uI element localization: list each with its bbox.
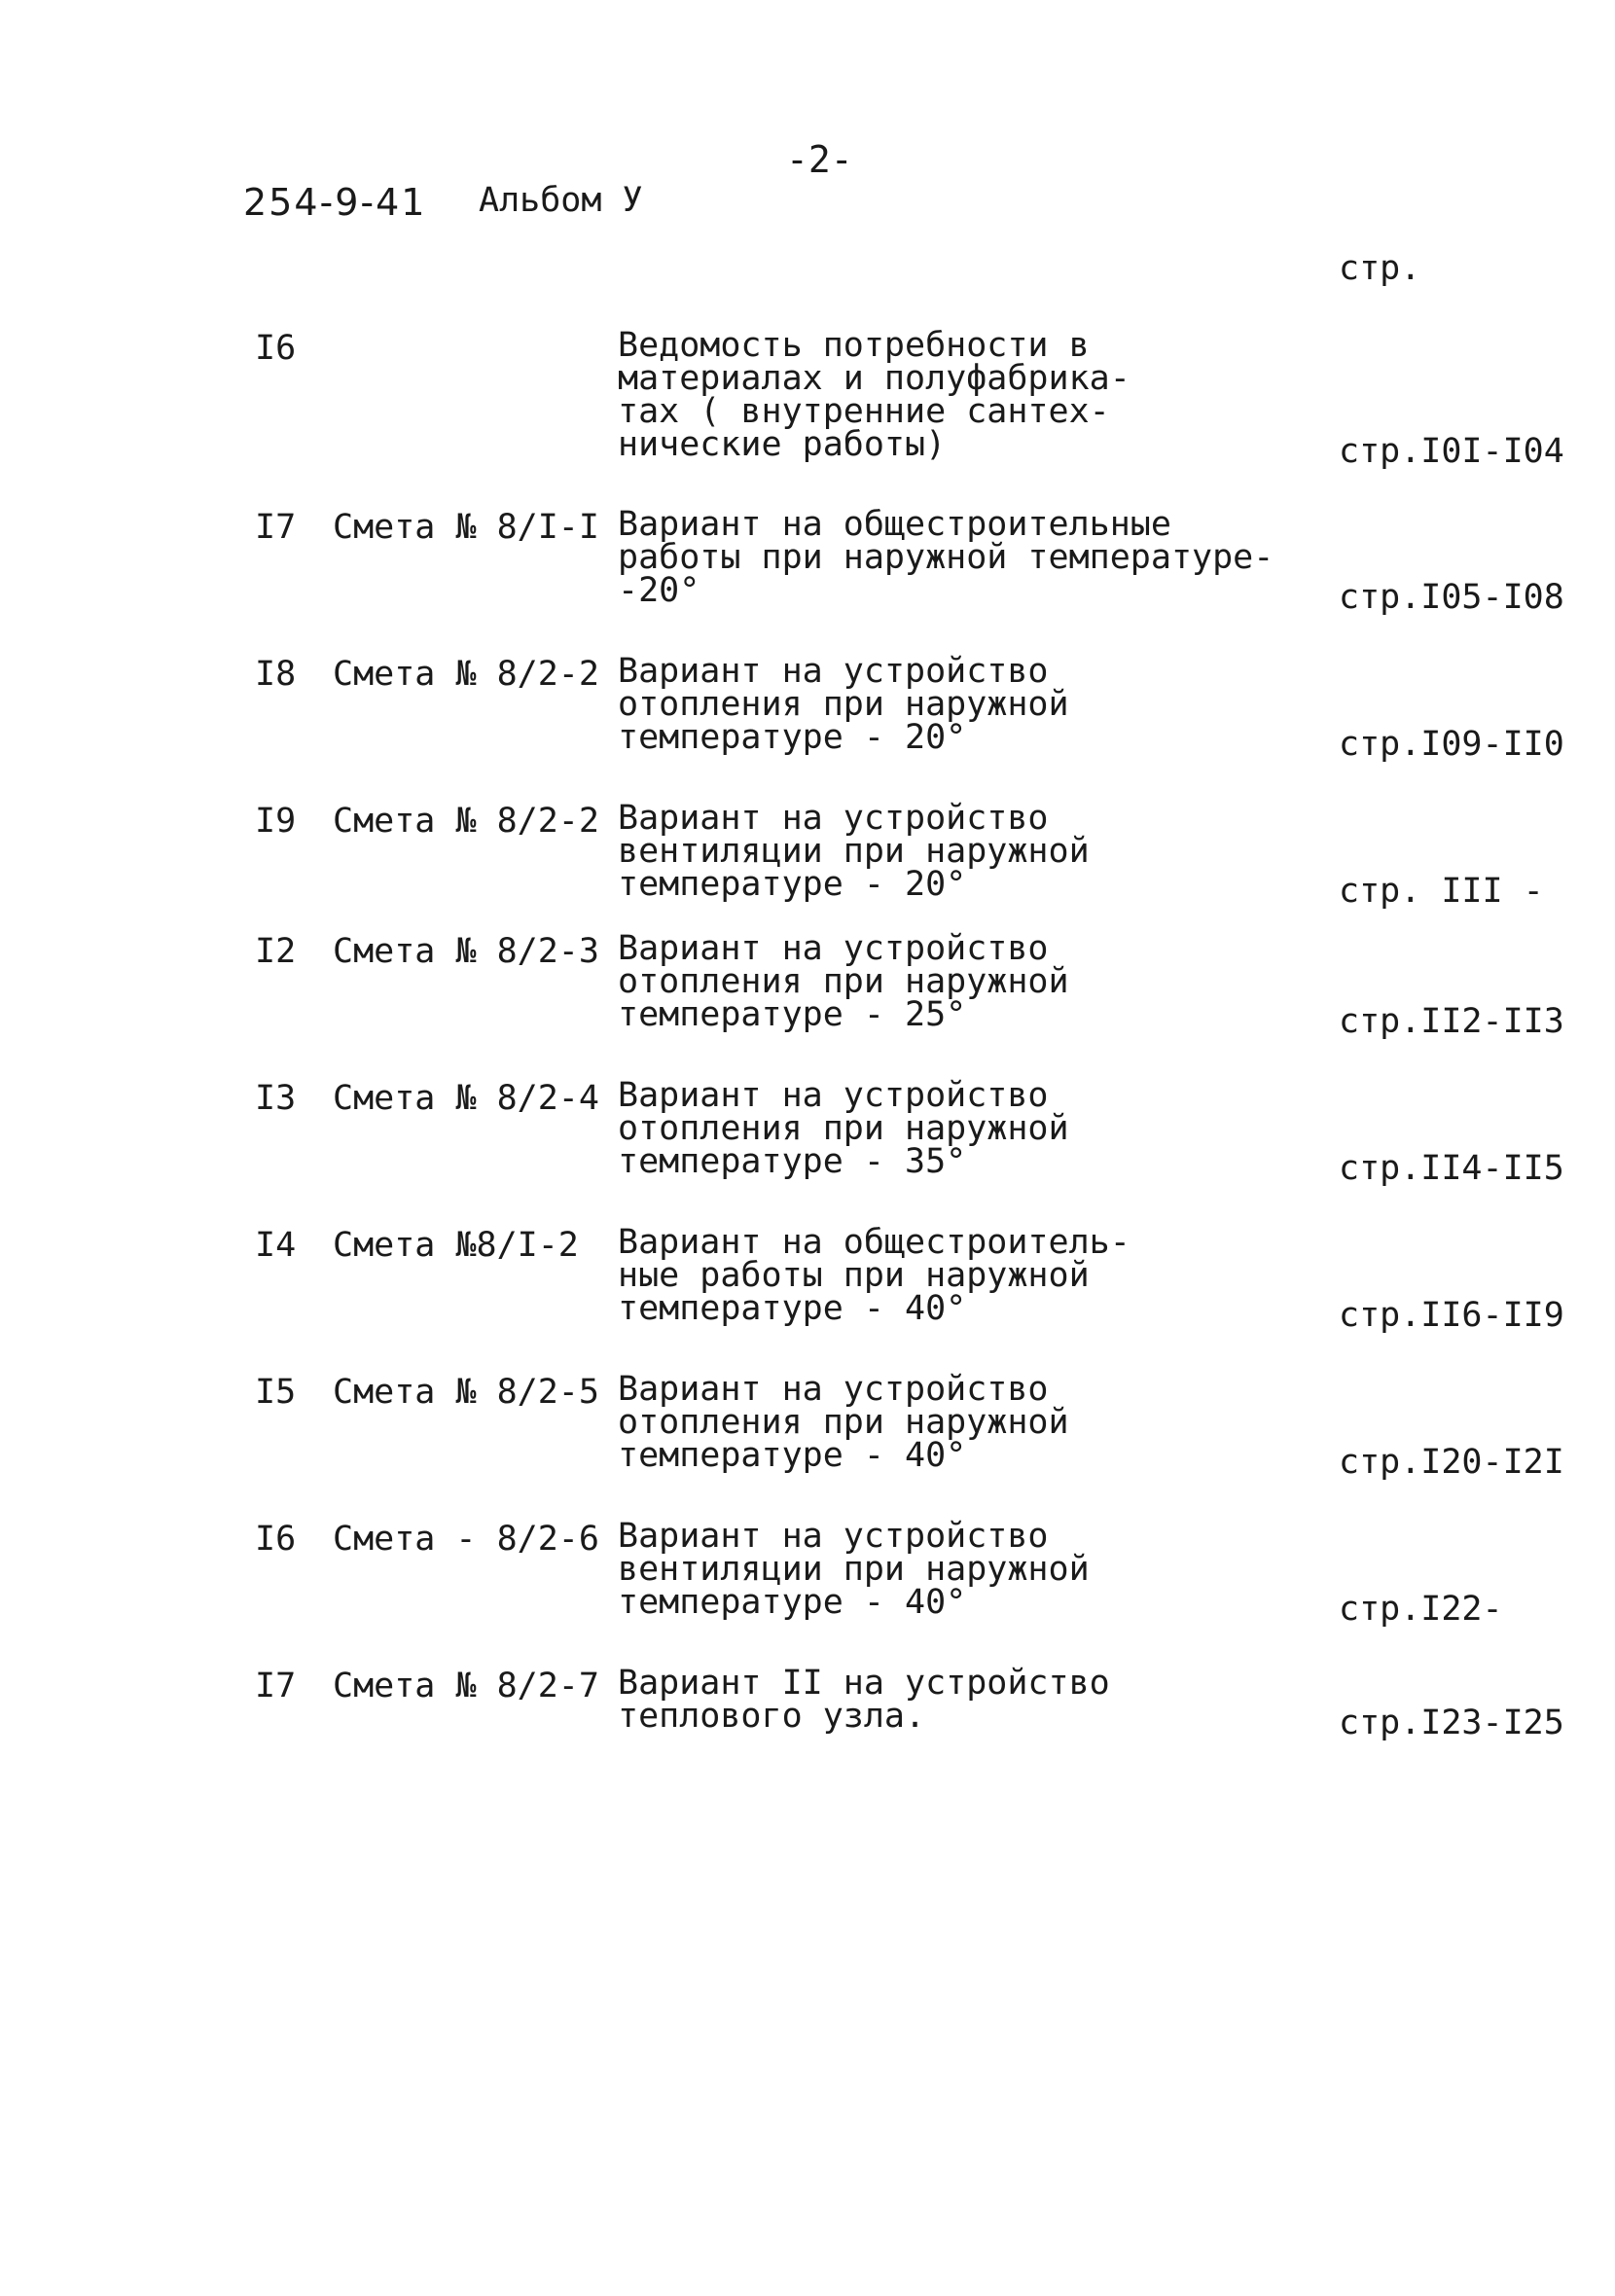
page-range: стр. III -: [1339, 872, 1544, 911]
entry-description: [618, 1223, 1299, 1328]
description-line: температуре - 40°: [618, 1583, 967, 1622]
entry-number: I8: [255, 655, 297, 694]
description-line: ные работы при наружной: [618, 1256, 1090, 1295]
entry-description: [618, 799, 1299, 904]
description-line: Вариант на общестроительные: [618, 505, 1171, 544]
description-line: нические работы): [618, 425, 947, 464]
entry-number: I2: [255, 932, 297, 971]
page-range: стр.I22-: [1339, 1590, 1503, 1629]
description-line: тах ( внутренние сантех-: [618, 392, 1110, 431]
page-number: -2-: [786, 138, 853, 181]
entry-number: I3: [255, 1079, 297, 1118]
estimate-reference: Смета - 8/2-6: [333, 1520, 599, 1559]
page-range: стр.I20-I2I: [1339, 1443, 1564, 1482]
entry-number: I7: [255, 1667, 297, 1705]
page-range: стр.I05-I08: [1339, 578, 1564, 617]
page-range: стр.II6-II9: [1339, 1296, 1564, 1335]
description-line: отопления при наружной: [618, 962, 1069, 1001]
description-line: температуре - 35°: [618, 1142, 967, 1181]
entry-description: [618, 1664, 1299, 1736]
description-line: работы при наружной температуре-: [618, 538, 1274, 577]
estimate-reference: Смета № 8/2-4: [333, 1079, 599, 1118]
entry-description: [618, 505, 1299, 610]
description-line: -20°: [618, 571, 700, 610]
description-line: Вариант II на устройство: [618, 1664, 1110, 1703]
description-line: отопления при наружной: [618, 1109, 1069, 1148]
page-range: стр.I09-II0: [1339, 725, 1564, 764]
description-line: Вариант на устройство: [618, 799, 1049, 838]
entry-description: [618, 929, 1299, 1034]
description-line: Вариант на общестроитель-: [618, 1223, 1130, 1262]
page-range: стр.I0I-I04: [1339, 432, 1564, 471]
description-line: вентиляции при наружной: [618, 832, 1090, 871]
estimate-reference: Смета №8/I-2: [333, 1226, 579, 1265]
description-line: температуре - 25°: [618, 995, 967, 1034]
entry-number: I6: [255, 1520, 297, 1559]
entry-number: I7: [255, 508, 297, 547]
entry-number: I6: [255, 329, 297, 368]
description-line: Вариант на устройство: [618, 929, 1049, 968]
entry-description: [618, 1076, 1299, 1181]
estimate-reference: Смета № 8/I-I: [333, 508, 599, 547]
entry-number: I5: [255, 1373, 297, 1412]
description-line: отопления при наружной: [618, 685, 1069, 724]
description-line: Вариант на устройство: [618, 1517, 1049, 1556]
page-range: стр.I23-I25: [1339, 1704, 1564, 1742]
description-line: температуре - 40°: [618, 1289, 967, 1328]
estimate-reference: Смета № 8/2-7: [333, 1667, 599, 1705]
pages-column-heading: стр.: [1339, 249, 1421, 288]
description-line: Вариант на устройство: [618, 1370, 1049, 1409]
entry-number: I9: [255, 802, 297, 841]
description-line: материалах и полуфабрика-: [618, 359, 1130, 398]
page-range: стр.II4-II5: [1339, 1149, 1564, 1188]
description-line: Вариант на устройство: [618, 1076, 1049, 1115]
description-line: температуре - 20°: [618, 865, 967, 904]
estimate-reference: Смета № 8/2-5: [333, 1373, 599, 1412]
document-number: 254-9-41: [243, 181, 427, 224]
entry-number: I4: [255, 1226, 297, 1265]
description-line: вентиляции при наружной: [618, 1550, 1090, 1589]
description-line: температуре - 40°: [618, 1436, 967, 1475]
description-line: теплового узла.: [618, 1697, 926, 1736]
entry-description: [618, 1517, 1299, 1622]
description-line: отопления при наружной: [618, 1403, 1069, 1442]
entry-description: [618, 1370, 1299, 1475]
estimate-reference: Смета № 8/2-3: [333, 932, 599, 971]
album-label: Альбом У: [479, 181, 643, 220]
entry-description: [618, 652, 1299, 757]
page-range: стр.II2-II3: [1339, 1002, 1564, 1041]
description-line: Вариант на устройство: [618, 652, 1049, 691]
entry-description: [618, 326, 1299, 464]
description-line: температуре - 20°: [618, 718, 967, 757]
estimate-reference: Смета № 8/2-2: [333, 655, 599, 694]
estimate-reference: Смета № 8/2-2: [333, 802, 599, 841]
description-line: Ведомость потребности в: [618, 326, 1090, 365]
